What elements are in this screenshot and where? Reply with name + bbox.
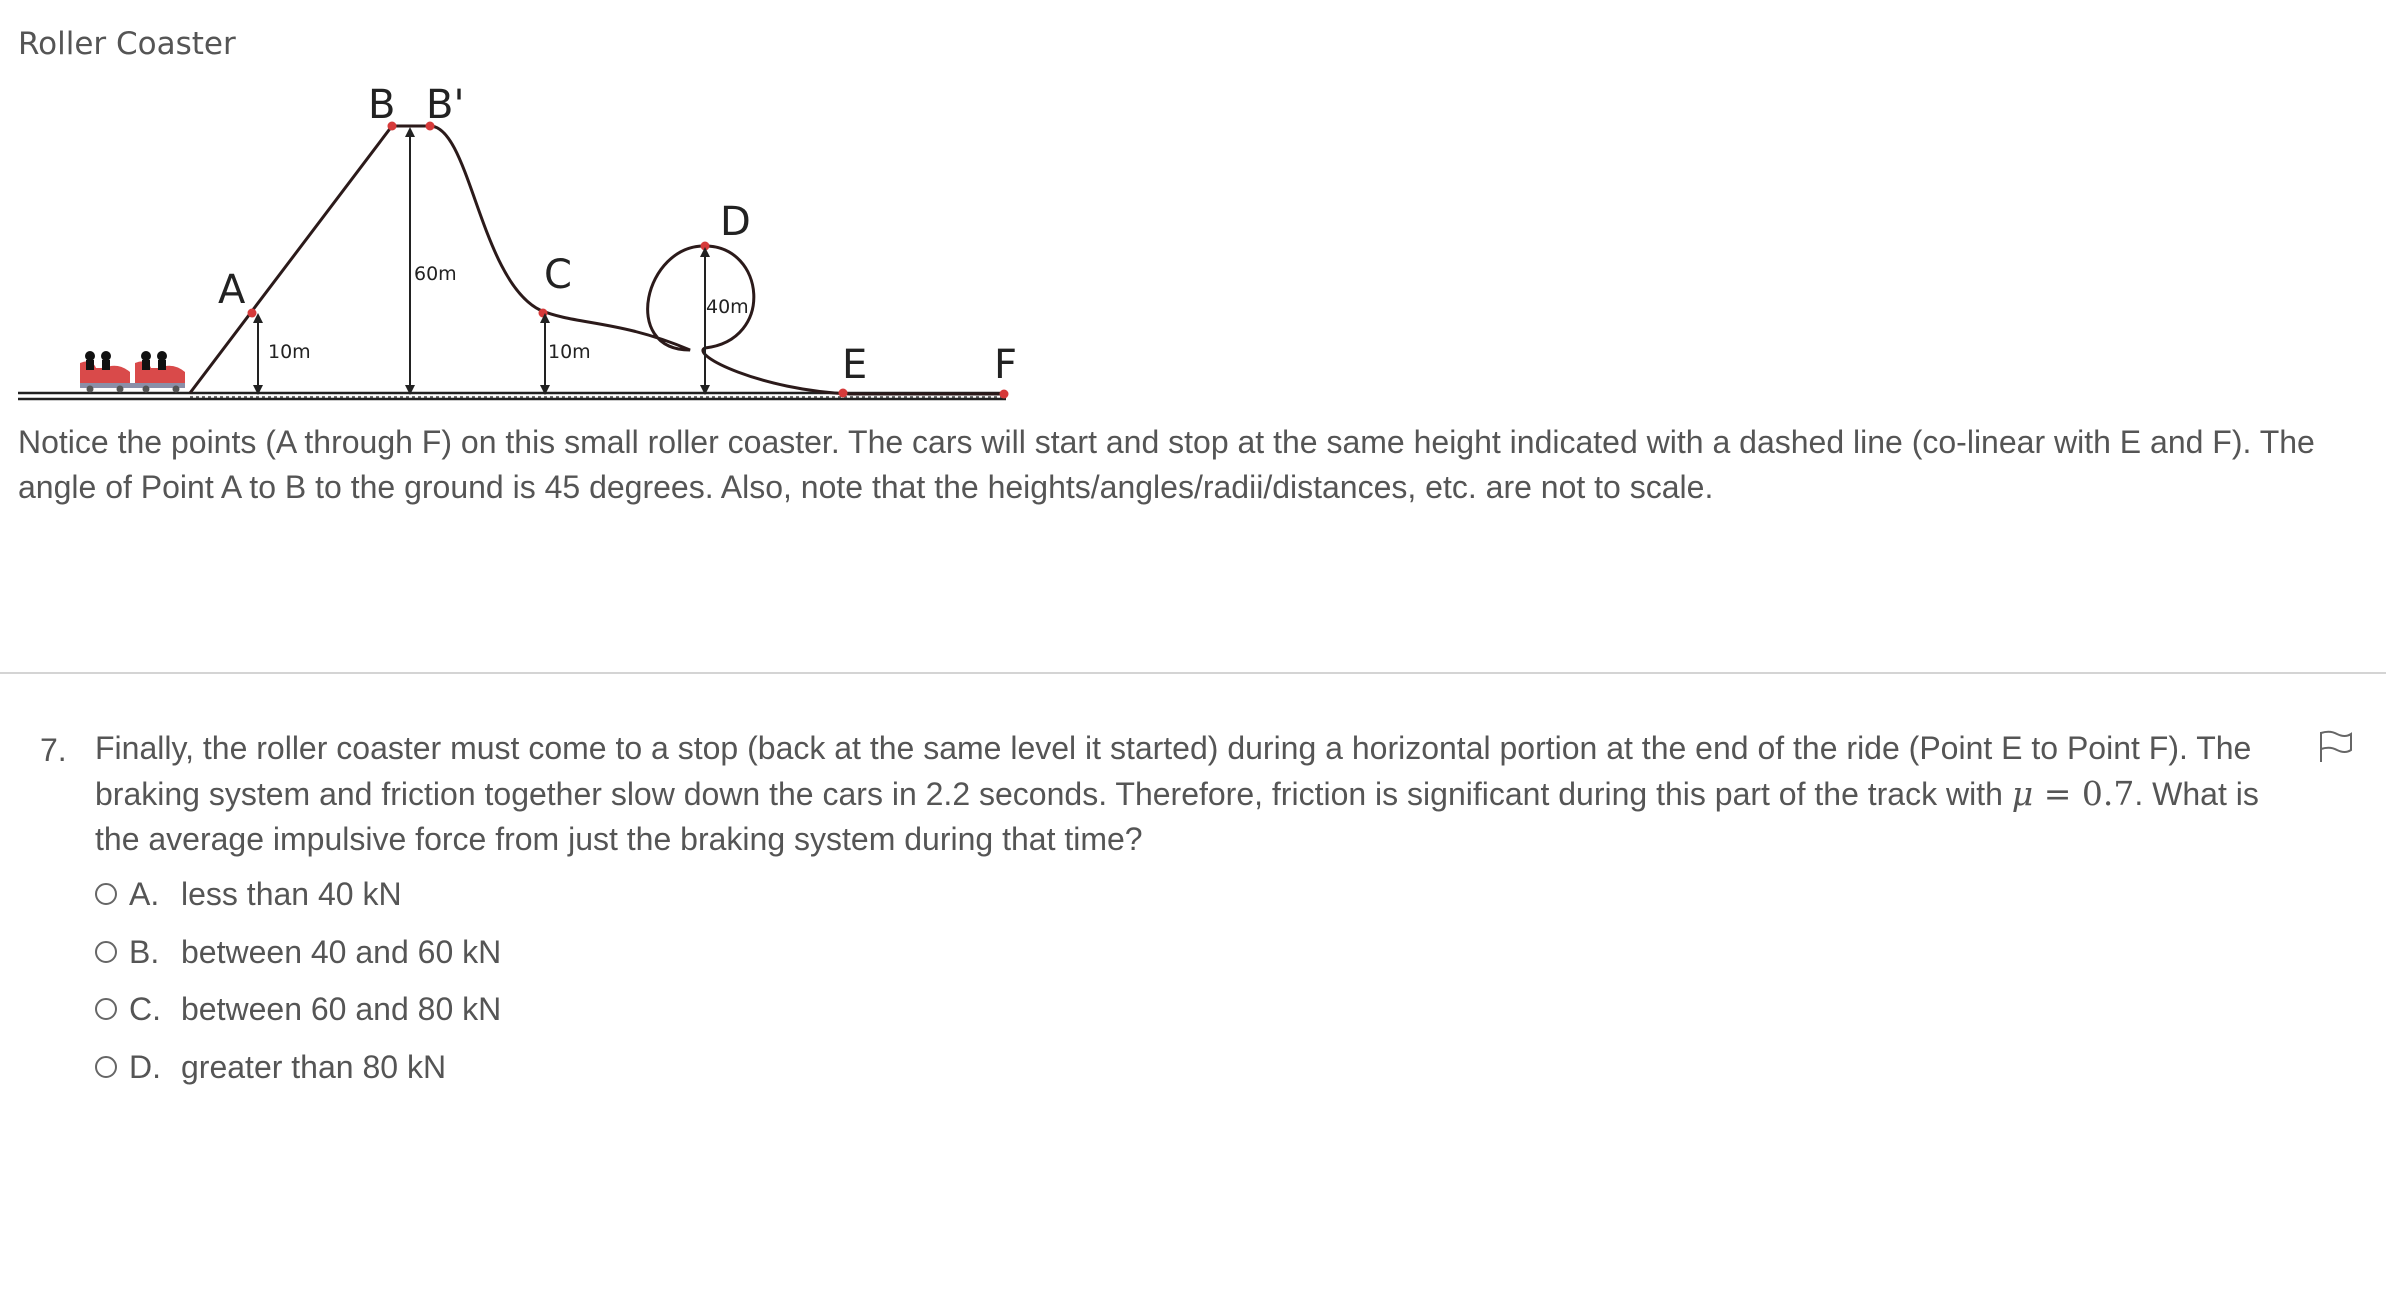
label-point-f: F xyxy=(994,342,1018,388)
point-f-marker xyxy=(1000,390,1009,399)
coaster-cars-icon xyxy=(80,351,185,393)
d-height-label: 40m xyxy=(706,296,749,318)
radio-button-icon[interactable] xyxy=(95,998,117,1020)
coaster-track xyxy=(190,126,1006,394)
page-title: Roller Coaster xyxy=(18,26,236,62)
radio-button-icon[interactable] xyxy=(95,941,117,963)
point-e-marker xyxy=(839,389,848,398)
option-d-letter: D. xyxy=(129,1048,161,1085)
option-a-letter: A. xyxy=(129,875,160,912)
option-b-text: between 40 and 60 kN xyxy=(181,933,502,970)
option-d[interactable] xyxy=(95,1045,446,1089)
label-point-c: C xyxy=(544,252,572,298)
option-b[interactable] xyxy=(95,930,501,974)
point-c-marker xyxy=(539,309,548,318)
label-point-d: D xyxy=(720,199,751,245)
question-math xyxy=(2012,774,2135,813)
label-point-b-prime: B' xyxy=(426,82,465,128)
intro-paragraph: Notice the points (A through F) on this small roller coaster. The cars will start and stop at the same height indicated with a dashed line (co-linear with E and F). The angle of Point A to B to the ground is 45 degrees. Also, note that the heights/angles/radii/distances, etc. are not to scale. xyxy=(18,424,2315,505)
label-point-a: A xyxy=(218,267,246,313)
option-a-text: less than 40 kN xyxy=(181,875,402,912)
point-a-marker xyxy=(248,309,257,318)
a-height-label: 10m xyxy=(268,341,311,363)
radio-button-icon[interactable] xyxy=(95,883,117,905)
option-a[interactable] xyxy=(95,872,402,916)
roller-coaster-diagram xyxy=(0,0,1020,410)
math-mu: μ xyxy=(2011,774,2034,813)
flag-icon[interactable] xyxy=(2318,730,2354,764)
b-height-label: 60m xyxy=(414,263,457,285)
option-b-letter: B. xyxy=(129,933,160,970)
math-value: = 0.7 xyxy=(2033,774,2135,813)
question-number: 7. xyxy=(40,732,67,768)
question-text-part-1: Finally, the roller coaster must come to a stop (back at the same level it started) during a horizontal portion at the end of the ride (Point E to Point F). The braking system and friction together slow down the cars in 2.2 seconds. Therefore, friction is significant during this part of the track with xyxy=(95,730,2252,812)
option-c[interactable] xyxy=(95,987,501,1031)
radio-button-icon[interactable] xyxy=(95,1056,117,1078)
question-text xyxy=(95,726,2290,862)
option-c-letter: C. xyxy=(129,990,161,1027)
label-point-e: E xyxy=(842,342,868,388)
option-c-text: between 60 and 80 kN xyxy=(181,990,502,1027)
option-d-text: greater than 80 kN xyxy=(181,1048,447,1085)
c-height-label: 10m xyxy=(548,341,591,363)
point-d-marker xyxy=(701,242,710,251)
question-text-part-2: . What is the average impulsive force from just the braking system during that time? xyxy=(95,776,2259,857)
label-point-b: B xyxy=(368,82,396,128)
section-divider xyxy=(0,672,2386,674)
